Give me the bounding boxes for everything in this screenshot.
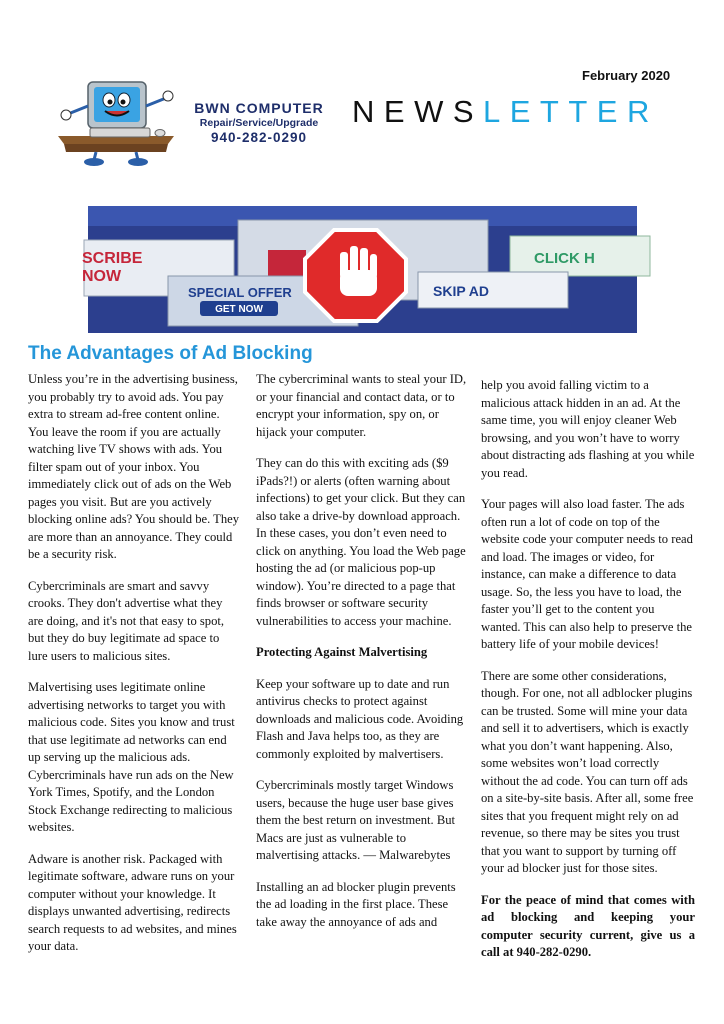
paragraph: Adware is another risk. Packaged with legitimate software, adware runs on your computer without your knowledge. It displays unwanted advertising, redirects search requests to ad websites, and mines your data. (28, 851, 237, 953)
ad-click-text: CLICK H (534, 250, 595, 267)
computer-mascot-logo (50, 78, 182, 168)
newsletter-masthead (352, 94, 659, 130)
paragraph: help you avoid falling victim to a malicious attack hidden in an ad. At the same time, you will enjoy cleaner Web browsing, and you won’t have to worry about distracting ads flashing at you while you read. (481, 378, 695, 480)
article-title: The Advantages of Ad Blocking (28, 343, 313, 364)
paragraph: Unless you’re in the advertising business, you probably try to avoid ads. You pay extra to stream ad-free content online. You leave the room if you are actually watching live TV shows with ads. You filter spam out of your inbox. You immediately click out of ads on the Web pages you visit. But are you actively blocking online ads? You should be. They are more than an annoyance. They could be a security risk. (28, 372, 240, 561)
masthead-news: NEWS (352, 94, 483, 129)
article-column-1 (28, 371, 240, 970)
section-subheading: Protecting Against Malvertising (256, 645, 428, 659)
paragraph: They can do this with exciting ads ($9 iPads?!) or alerts (often warning about infections) to get your click. But they can also take a drive-by download approach. In these cases, you don’t even need to click on anything. You load the Web page hosting the ad (or malicious pop-up window). You’re directed to a page that finds browser or software security vulnerabilities to access your machine. (256, 456, 466, 628)
company-tagline: Repair/Service/Upgrade (199, 117, 319, 129)
paragraph: Cybercriminals are smart and savvy crooks. They don't advertise what they are doing, and it's not that easy to spot, but they do buy legitimate ad space to lure users to malicious sites. (28, 578, 225, 663)
paragraph: The cybercriminal wants to steal your ID, or your financial and contact data, or to encrypt your information, spy on, or hijack your computer. (256, 372, 467, 439)
company-block (184, 100, 334, 145)
ad-subscribe-text: SCRIBE (82, 250, 143, 267)
paragraph: Malvertising uses legitimate online advertising networks to target you with malicious code. Sites you know and trust that use legitimate ad networks can end up serving up the malicious ads. Cybercriminals have run ads on the New York Times, Spotify, and the London Stock Exchange redirecting to malicious websites. (28, 680, 235, 834)
article-column-2 (256, 371, 468, 945)
paragraph: Keep your software up to date and run antivirus checks to protect against downloads and malicious code. Avoiding Flash and Java helps too, as they are commonly exploited by malvertisers. (256, 676, 464, 761)
company-name: BWN COMPUTER (194, 100, 324, 116)
ad-get-now-text: GET NOW (215, 304, 263, 315)
paragraph: Your pages will also load faster. The ads often run a lot of code on top of the website code your computer needs to read and load. The images or video, for instance, can make a difference to data usage. So, the less you have to load, the faster you’ll get to the content you wanted. This can also help to preserve the battery life of your mobile devices! (481, 497, 693, 651)
ad-skip-text: SKIP AD (433, 283, 490, 299)
issue-date: February 2020 (582, 68, 671, 83)
masthead-letter: LETTER (483, 94, 659, 129)
call-to-action: For the peace of mind that comes with ad blocking and keeping your computer security current, give us a call at 940-282-0290. (481, 892, 695, 959)
ad-special-offer-text: SPECIAL OFFER (188, 285, 292, 300)
company-phone: 940-282-0290 (210, 130, 308, 145)
paragraph: Cybercriminals mostly target Windows users, because the huge user base gives them the best return on investment. But Macs are just as vulnerable to malvertising attacks. — Malwarebytes (256, 778, 456, 862)
ad-blocking-hero-image (82, 206, 637, 333)
article-column-3 (481, 377, 695, 976)
stop-hand-icon (305, 230, 406, 321)
paragraph: Installing an ad blocker plugin prevents the ad loading in the first place. These take away the annoyance of ads and (256, 879, 456, 929)
paragraph: There are some other considerations, though. For one, not all adblocker plugins can be trusted. Some will mine your data and sell it to advertisers, which is exactly what you don’t want happening. Also, some websites won’t load correctly without the ad code. You can turn off ads on a site-by-site basis. After all, some free sites that you frequent might rely on ad revenue, so there may be sites you trust that you want to support by turning off your ad blocker just for those sites. (481, 668, 694, 875)
ad-now-text: NOW (82, 268, 122, 285)
